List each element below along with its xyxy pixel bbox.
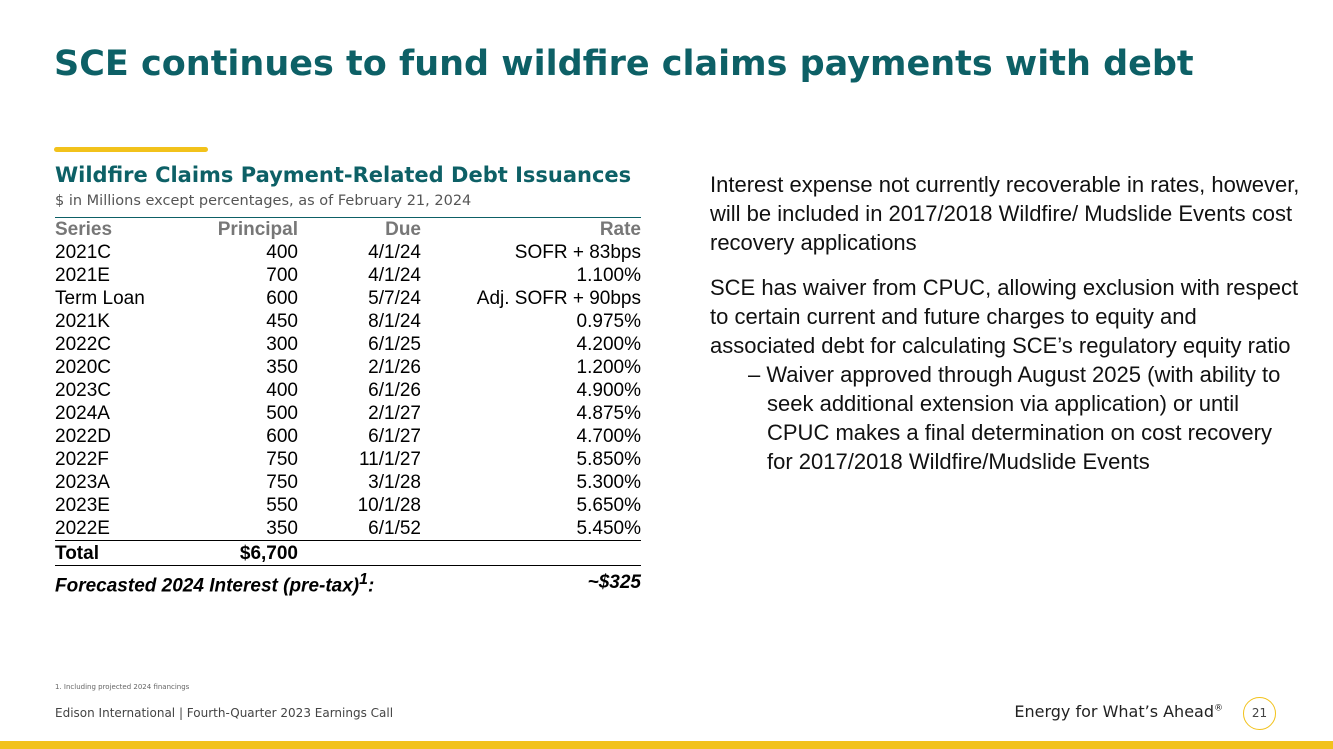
footnote: 1. Including projected 2024 financings [55, 683, 190, 691]
table-row [55, 494, 641, 517]
table-row [55, 402, 641, 425]
table-body [55, 241, 641, 541]
cell-series: 2022D [55, 426, 111, 447]
cell-series: Term Loan [55, 288, 145, 309]
bottom-accent-band [0, 741, 1333, 749]
table-row [55, 379, 641, 402]
cell-due: 8/1/24 [368, 311, 421, 332]
cell-principal: 750 [266, 449, 298, 470]
registered-mark: ® [1214, 703, 1223, 714]
table-row [55, 425, 641, 448]
footer-event: Edison International | Fourth-Quarter 2023 Earnings Call [55, 706, 394, 720]
commentary-panel [710, 170, 1300, 476]
forecast-row [55, 566, 641, 601]
cell-series: 2022C [55, 334, 111, 355]
table-subheading: $ in Millions except percentages, as of February 21, 2024 [55, 193, 472, 209]
cell-due: 4/1/24 [368, 242, 421, 263]
table-row [55, 264, 641, 287]
cell-principal: 450 [266, 311, 298, 332]
column-header-principal: Principal [217, 219, 298, 240]
cell-due: 6/1/26 [368, 380, 421, 401]
total-empty-rate [421, 541, 641, 566]
forecast-suffix: : [367, 575, 375, 597]
total-label: Total [55, 541, 177, 566]
commentary-paragraph-2: SCE has waiver from CPUC, allowing exclusion with respect to certain current and future charges to equity and associated debt for calculating SCE’s regulatory equity ratio [710, 275, 1299, 358]
forecast-label: Forecasted 2024 Interest (pre-tax) [55, 575, 360, 597]
table-row [55, 241, 641, 264]
table-header-row [55, 218, 641, 242]
cell-due: 2/1/27 [368, 403, 421, 424]
cell-rate: SOFR + 83bps [514, 242, 641, 263]
cell-due: 11/1/27 [359, 449, 421, 470]
cell-rate: 4.700% [576, 426, 641, 447]
cell-principal: 400 [266, 380, 298, 401]
accent-bar [54, 147, 208, 152]
cell-due: 10/1/28 [357, 495, 421, 516]
cell-due: 6/1/25 [368, 334, 421, 355]
table-row [55, 448, 641, 471]
forecast-label-cell [55, 566, 421, 601]
cell-principal: 300 [266, 334, 298, 355]
forecast-footnote-mark: 1 [359, 571, 368, 588]
cell-series: 2024A [55, 403, 110, 424]
column-header-due: Due [385, 219, 421, 240]
cell-series: 2020C [55, 357, 111, 378]
cell-rate: 5.850% [576, 449, 641, 470]
cell-principal: 350 [266, 357, 298, 378]
cell-rate: 5.300% [576, 472, 641, 493]
total-empty-due [298, 541, 421, 566]
cell-due: 3/1/28 [368, 472, 421, 493]
cell-series: 2022E [55, 517, 177, 541]
table-row [55, 517, 641, 541]
commentary-paragraph-1: Interest expense not currently recoverable in rates, however, will be included in 2017/2018 Wildfire/ Mudslide Events cost recovery applications [710, 172, 1300, 255]
column-header-rate: Rate [599, 219, 641, 240]
commentary-sub-bullet: – Waiver approved through August 2025 (with ability to seek additional extension via application) or until CPUC makes a final determination on cost recovery for 2017/2018 Wildfire/Mudslide Events [748, 362, 1281, 474]
cell-due: 5/7/24 [368, 288, 421, 309]
total-row [55, 541, 641, 566]
cell-principal: 600 [266, 426, 298, 447]
cell-rate: 5.450% [421, 517, 641, 541]
forecast-value: ~$325 [587, 572, 641, 594]
table-row [55, 333, 641, 356]
cell-principal: 600 [266, 288, 298, 309]
cell-series: 2023E [55, 495, 110, 516]
table-row [55, 287, 641, 310]
cell-series: 2023A [55, 472, 110, 493]
cell-rate: 1.100% [576, 265, 641, 286]
table-row [55, 356, 641, 379]
table-row [55, 471, 641, 494]
table-heading: Wildfire Claims Payment-Related Debt Issuances [55, 163, 632, 187]
cell-due: 6/1/52 [298, 517, 421, 541]
cell-series: 2023C [55, 380, 111, 401]
page-number-badge: 21 [1243, 697, 1276, 730]
cell-rate: 4.200% [576, 334, 641, 355]
cell-due: 4/1/24 [368, 265, 421, 286]
cell-series: 2021K [55, 311, 110, 332]
cell-rate: 4.875% [576, 403, 641, 424]
column-header-series: Series [55, 219, 113, 240]
cell-series: 2021C [55, 242, 111, 263]
cell-rate: 4.900% [576, 380, 641, 401]
cell-rate: 1.200% [576, 357, 641, 378]
cell-principal: 500 [266, 403, 298, 424]
cell-series: 2021E [55, 265, 110, 286]
cell-principal: 700 [266, 265, 298, 286]
slide-title: SCE continues to fund wildfire claims payments with debt [54, 44, 1194, 84]
cell-principal: 400 [266, 242, 298, 263]
footer-tagline [1014, 702, 1223, 721]
cell-due: 2/1/26 [368, 357, 421, 378]
cell-rate: 5.650% [576, 495, 641, 516]
cell-series: 2022F [55, 449, 109, 470]
table-row [55, 310, 641, 333]
tagline-text: Energy for What’s Ahead [1014, 702, 1214, 721]
cell-rate: 0.975% [576, 311, 641, 332]
cell-due: 6/1/27 [368, 426, 421, 447]
total-value: $6,700 [177, 541, 298, 566]
cell-principal: 350 [177, 517, 298, 541]
cell-principal: 550 [266, 495, 298, 516]
debt-issuances-table [55, 217, 641, 600]
cell-principal: 750 [266, 472, 298, 493]
cell-rate: Adj. SOFR + 90bps [476, 288, 641, 309]
